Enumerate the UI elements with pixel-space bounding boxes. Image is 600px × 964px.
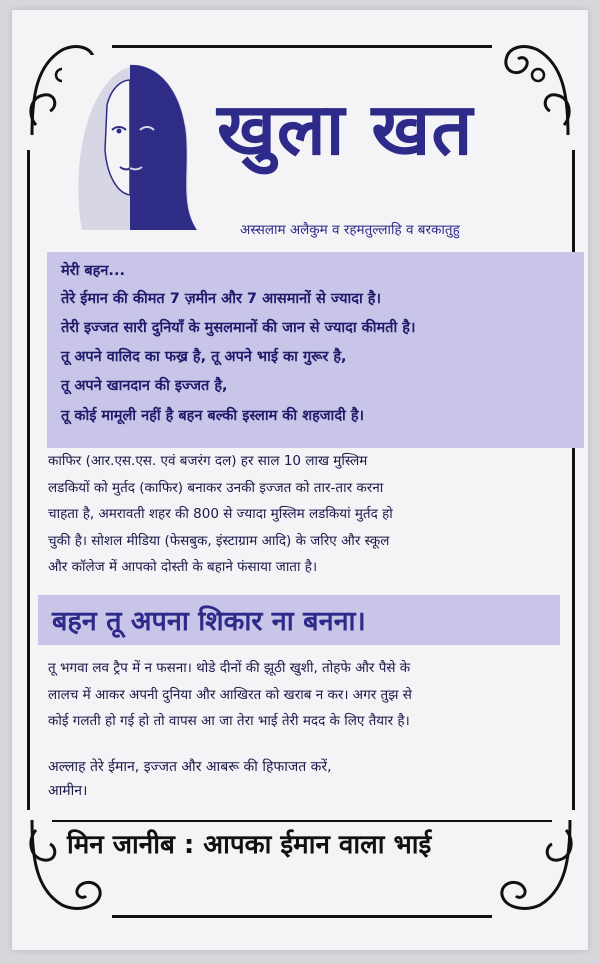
corner-ornament-bottom-right-icon [490,810,580,926]
warning-line: चाहता है, अमरावती शहर की 800 से ज्यादा मुस्लिम लडकियां मुर्तद हो [48,506,393,522]
intro-box [47,252,584,448]
headline-bar [38,595,560,645]
intro-line: मेरी बहन... [61,263,125,279]
bottom-border [112,915,492,918]
signature-line: मिन जानीब : आपका ईमान वाला भाई [67,830,432,860]
headline-text: बहन तू अपना शिकार ना बनना। [52,606,366,637]
appeal-line: कोई गलती हो गई हो तो वापस आ जा तेरा भाई तेरी मदद के लिए तैयार है। [48,713,410,729]
left-border [27,150,30,810]
appeal-paragraph [48,655,568,735]
intro-line: तू कोई मामूली नहीं है बहन बल्की इस्लाम की शहजादी है। [61,408,365,424]
intro-line: तू अपने वालिद का फख्र है, तू अपने भाई का गुरूर है, [61,349,347,365]
footer-divider [52,820,552,822]
closing-line: आमीन। [48,783,88,799]
woman-portrait-icon [62,55,197,230]
intro-line: तेरे ईमान की कीमत 7 ज़मीन और 7 आसमानों से ज्यादा है। [61,291,381,307]
top-border [112,45,492,48]
warning-line: काफिर (आर.एस.एस. एवं बजरंग दल) हर साल 10 लाख मुस्लिम [48,453,368,469]
closing-text [48,755,332,803]
warning-line: चुकी है। सोशल मीडिया (फेसबुक, इंस्टाग्राम आदि) के जरिए और स्कूल [48,532,390,549]
appeal-line: लालच में आकर अपनी दुनिया और आखिरत को खराब न कर। अगर तुझ से [48,686,412,703]
letter-sheet [12,10,588,950]
warning-line: लडकियों को मुर्तद (काफिर) बनाकर उनकी इज्जत को तार-तार करना [48,479,384,496]
closing-line: अल्लाह तेरे ईमान, इज्जत और आबरू की हिफाजत करें, [48,759,332,775]
right-border [572,150,575,810]
warning-line: और कॉलेज में आपको दोस्ती के बहाने फंसाया जाता है। [48,559,318,575]
intro-line: तू अपने खानदान की इज्जत है, [61,378,228,394]
page-title: खुला खत [217,87,474,171]
warning-paragraph [48,448,568,581]
intro-line: तेरी इज्जत सारी दुनियाँ के मुसलमानों की जान से ज्यादा कीमती है। [61,320,416,336]
greeting-text: अस्सलाम अलैकुम व रहमतुल्लाहि व बरकातुहु [240,222,460,238]
appeal-line: तू भगवा लव ट्रैप में न फसना। थोडे दीनों की झूठी खुशी, तोहफे और पैसे के [48,660,411,676]
